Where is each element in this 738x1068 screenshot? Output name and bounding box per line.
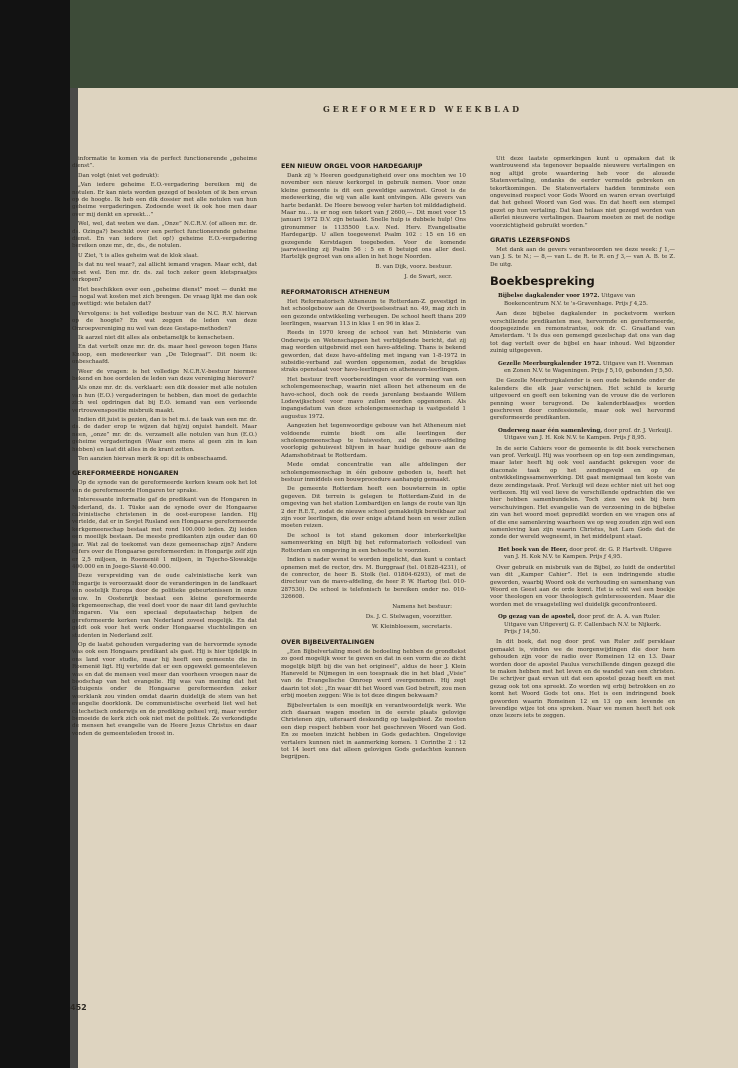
- section-heading: OVER BIJBELVERTALINGEN: [281, 637, 375, 646]
- paragraph: informatie te komen via de perfect functionerende „geheime dienst”.: [72, 156, 257, 170]
- paragraph: U Ziet, 't is alles geheim wat de klok slaat.: [78, 252, 199, 259]
- paragraph: Bijbelvertalen is een moeilijk en verantwoordelijk werk. Wie zich daaraan wagen moeten in de eerste plaats gelovige Christenen zijn, uiteraard deskundig op taalgebied. Ze moeten een diep respect hebben voor het geschreven Woord van God. En ze moeten inzicht hebben in Gods gedachten. Ongelovige vertalers kunnen niet in aanmerking komen. 1 Corinthe 2 : 12 tot 14 leert ons dat alleen gelovigen Gods gedachten kunnen begrijpen.: [281, 702, 466, 761]
- book-entry: [490, 293, 675, 308]
- column-middle: [281, 156, 466, 996]
- section-heading: EEN NIEUW ORGEL VOOR HARDEGARIJP: [281, 162, 423, 170]
- book-title: Bijbelse dagkalender voor 1972.: [498, 293, 600, 300]
- paragraph: Als onze mr. dr. ds. verklaart: een dik dossier met alle notulen van hun (E.O.) vergaderingen te hebben, dan moet de gedachte zich wel opdringen dat bij E.O. iemand van een verleende vertrouwenspositie misbruik maakt.: [72, 385, 257, 414]
- book-details: Uitgave van Boekencentrum N.V. te 's-Gravenhage. Prijs ƒ 4,25.: [504, 293, 648, 307]
- paragraph: De gemeente Rotterdam heeft een bouwterrein in optie gegeven. Dit terrein is gelegen te Rotterdam-Zuid in de omgeving van het station Lombardijen en langs de route van lijn 2 der R.E.T., zodat de nieuwe school gemakkelijk bereikbaar zal zijn voor leerlingen, die over enige afstand heen en weer zullen moeten reizen.: [281, 486, 466, 530]
- signature-line: Namens het bestuur:: [392, 603, 452, 610]
- paragraph: Mede omdat concentratie van alle afdelingen der scholengemeenschap in één gebouw geboden is, heeft het bestuur inmiddels een bouwprocedure aanhangig gemaakt.: [281, 462, 466, 484]
- page-header: GEREFORMEERD WEEKBLAD: [322, 104, 523, 114]
- paragraph: „Een Bijbelvertaling moet de bedoeling hebben de grondtekst zo goed mogelijk weer te geven en dat in een vorm die zo dicht mogelijk blijft bij die van het origineel”, aldus de heer J. Klein Haneveld te Nijmegen in een toespraak die in het blad „Visie” van de Evangelische Omroep werd overgenomen. Hij zegt daarin tot slot: „En waar dit het Woord van God betreft, zou men erbij moeten zeggen: Wie is tot deze dingen bekwaam?: [281, 648, 466, 700]
- paragraph: Aan deze bijbelse dagkalender in pocketvorm werken verschillende predikanten mee, hervormde en gereformeerde, doopsgezinde en remonstrantse, ook dr. C. Graafland van Amsterdam. 't Is dus een gemengd gezelschap dat ons van dag tot dag vertelt over de bijbel en haar inhoud. Wel bijzonder zuinig uitgegeven.: [490, 311, 675, 355]
- paragraph: De Gezelle Meerburgkalender is een oude bekende onder de kalenders die elk jaar verschijnen. Het schild is keurig uitgevoerd en geeft een tekening van de vrouw die de verloren penning weer terugvond. De kalenderblaadjes worden geschreven door confessionele, maar ook wel hervormd gereformeerde predikanten.: [490, 378, 675, 422]
- scan-background-band: [70, 0, 738, 88]
- paragraph: Ik aarzel niet dit alles als onbetamelijk te kenschetsen.: [78, 334, 235, 341]
- paragraph: Ten aanzien hiervan merk ik op: dit is onbeschaamd.: [78, 456, 228, 463]
- paragraph: En dat vertelt onze mr. dr. ds. maar heel gewoon tegen Hans Knoop, een medewerker van „De Telegraaf”. Dit noem ik: onbeschaafd.: [72, 344, 257, 366]
- signature-line: B. van Dijk, voorz. bestuur.: [375, 263, 452, 270]
- paragraph: Het beschikken over een „geheime dienst” moet — dunkt me — nogal wat kosten met zich brengen. De vraag lijkt me dan ook gewettigd: wie betalen dat?: [72, 286, 257, 308]
- signature-line: W. Kleinbloesem, secretaris.: [371, 624, 452, 631]
- paragraph: In de serie Cahiers voor de gemeente is dit boek verschenen van prof. Verkuijl. Hij was voorheen op en top een zendingsman, maar later heeft hij ook veel aandacht gekregen voor de diaconale taak op het zendingsveld en op de ontwikkelingssamenwerking. Dit gaat menigmaal ten koste van deze zendingstaak. Prof. Verkuijl wil deze echter niet uit het oog verliezen. Hij wil veel lieve de verschillende opdrachten die we hier hebben samenbundelen. Toch zien we ook bij hem verschuivingen. Het evangelie van de verzoening in de bijbelse zin van het woord moet gepredikt worden en we vragen ons af of die ene samenleving waarheen we op weg zouden zijn wel een samenleving kan zijn waarin Christus, het Lam Gods dat de zonde der wereld wegneemt, in het middelpunt staat.: [490, 445, 675, 541]
- book-title: Het boek van de Heer,: [498, 546, 568, 553]
- signature-line: Ds. J. C. Stelwagen, voorzitter.: [365, 613, 452, 620]
- paragraph: Op de synode van de gereformeerde kerken kwam ook het lot van de gereformeerde Hongaren ter sprake.: [72, 480, 257, 494]
- paragraph: Aangezien het tegenwoordige gebouw van het Atheneum niet voldoende ruimte biedt om alle leerlingen der scholengemeenschap te huisvesten, zal de mavo-afdeling voorlopig gehuisvest blijven in haar huidige gebouw aan de Adamshofstraat te Rotterdam.: [281, 423, 466, 459]
- page-number: 452: [70, 1003, 87, 1012]
- paragraph: De school is tot stand gekomen door interkerkelijke samenwerking en blijft bij het reformatorisch volksdeel van Rotterdam en omgeving in een behoefte te voorzien.: [281, 532, 466, 554]
- paragraph: Vervolgens: is het volledige bestuur van de N.C. R.V. hiervan op de hoogte? En wat zeggen de leden van deze Omroepvereniging nu wel van deze Gestapo-methoden?: [72, 310, 257, 332]
- book-details: door prof. dr. A. A. van Ruler. Uitgave van Uitgeverij G. F. Callenbach N.V. te Nijkerk. Prijs ƒ 14,50.: [504, 614, 662, 635]
- paragraph: Wel, wel, dat weten we dan. „Onze” N.C.R.V. (of alleen mr. dr. ds. Ozinga?) beschikt over een perfect functionerende geheime dienst. En van iedere (let op!) geheime E.O.-vergadering bereiken onze mr., dr., ds., de notulen.: [72, 221, 257, 250]
- book-details: door prof. dr. G. P. Hartvelt. Uitgave van J. H. Kok N.V. te Kampen. Prijs ƒ 4,95.: [504, 546, 672, 561]
- paragraph: Dank zij 's Heeren goedgunstigheid over ons mochten we 10 november een nieuw kerkorgel in gebruik nemen. Voor onze kleine gemeente is dit een geweldige aanwinst. Groot is de medewerking, die wij van alle kant ontvingen. Alle gevers van harte bedankt. De Heere bewoog veler harten tot milddadigheid. Maar nu… is er nog een tekort van ƒ 2600,—. Dit moet voor 15 januari 1972 D.V. zijn betaald. Snelle hulp is dubbele hulp! Ons gironummer is 1135500 t.a.v. Ned. Herv. Evangelisatie Hardegarijp. U allen toegewenst Psalm 102 : 15 en 16 en gezegende Kerstdagen toegebeden. Voor de komende jaarwisseling zij Psalm 56 : 5 en 6 betuigd ons aller deel. Hartelijk gegroet van ons allen in het hoge Noorden.: [281, 173, 466, 261]
- paragraph: Interessante informatie gaf de predikant van de Hongaren in Nederland, ds. I. Tüske aan de synode over de Hongaarse calvinistische christenen in de oost-europese landen. Hij vertelde, dat er in Sovjet Rusland een Hongaarse gereformeerde kerkgemeenschap bestaat met rond 100.000 leden. Zij leiden een moeilijk bestaan. De meeste predikanten zijn ouder dan 60 jaar. Wat zal de toekomst van deze gemeenschap zijn? Andere cijfers over de Hongaarse gereformeerden: in Hongarije zelf zijn er 2,5 miljoen, in Roemenië 1 miljoen, in Tsjecho-Slowakije 400.000 en in Joego-Slavië 40.000.: [72, 497, 257, 570]
- paragraph: Op de laatst gehouden vergadering van de hervormde synode was ook een Hongaars predikant als gast. Hij is hier tijdelijk in ons land voor studie, maar hij heeft een gemeente die in Roemenië ligt. Hij vertelde dat er een opgewekt gemeenteleven was en dat de mensen veel meer dan voorheen vroegen naar de boodschap van het evangelie. Hij was van mening dat het Getuigenis onder de Hongaarse gereformeerden zeker weerklank zou vinden omdat daarin duidelijk de stem van het evangelie doorklonk. De communistische overheid liet wel het catechetisch onderwijs en de prediking geheel vrij, maar verder bemoeide de kerk zich ook niet met de politiek. Ze verkondigde de mensen het evangelie van de Heere Jezus Christus en daar vonden de gemeenteleden troost in.: [72, 641, 257, 737]
- section-heading: GRATIS LEZERSFONDS: [490, 236, 571, 245]
- paragraph: Is dat nu wel waar?, zal allicht iemand vragen. Maar echt, dat moet wel. Een mr. dr. ds. zal toch zeker geen kletspraatjes verkopen?: [72, 262, 257, 284]
- paragraph: In dit boek, dat nog door prof. van Ruler zelf persklaar gemaakt is, vinden we de morgenwijdingen die door hem gehouden zijn voor de radio over Romeinen 12 en 13. Daar worden door de apostel Paulus verschillende dingen gezegd die te maken hebben met het leven en de wandel van een christen. De schrijver gaat ervan uit dat een apostel gezag heeft en met gezag ook tot ons spreekt. Zo worden wij erbij betrokken en zo komt het Woord Gods tot ons. Het is een indringend boek geworden waarin Romeinen 12 en 13 op een levende en levendige wijze tot ons spreken. Naar we menen heeft het ook onze lezers iets te zeggen.: [490, 639, 675, 720]
- signature-line: J. de Swart, secr.: [404, 274, 452, 281]
- paragraph: „Van iedere geheime E.O.-vergadering bereiken mij de notulen. Er kan niets worden gezegd of besloten of ik ben ervan op de hoogte. Ik heb een dik dossier met alle notulen van hun geheime vergaderingen. Zodoende weet ik ook hoe men daar over mij denkt en spreekt…”: [72, 182, 257, 218]
- paragraph: Over gebruik en misbruik van de Bijbel, zo luidt de ondertitel van dit „Kamper Cahier”. Het is een indringende studie geworden, waarbij Woord ook de verhouding en samenhang van Woord en Geest aan de orde komt. Het is echt wel een boekje voor theologen en voor theologisch geïnteresseerden. Maar die worden met de vraagstelling wel duidelijk geconfronteerd.: [490, 564, 675, 608]
- paragraph: Uit deze laatste opmerkingen kunt u opmaken dat ik wantrouwend sta tegenover bepaalde nieuwere vertalingen en nog altijd grote waardering heb voor de alouede Statenvertaling, ondanks de eerder vermelde gebreken en tekortkomingen. De Statenvertalers hadden tenminste een ongeveinsd respect voor Gods Woord en waren ervan overtuigd dat het geheel Woord van God was. En dat heeft een stempel gezet op hun vertaling. Dat kan helaas niet gezegd worden van allerlei nieuwere vertalingen. Daarom moeten ze met de nodige voorzichtigheid gebruikt worden.”: [490, 156, 675, 229]
- book-entry: [490, 361, 675, 376]
- book-details: door prof. dr. J. Verkuijl. Uitgave van J. H. Kok N.V. te Kampen. Prijs ƒ 8,95.: [504, 427, 672, 442]
- book-entry: [490, 428, 675, 443]
- paragraph: Weer de vragen: is het volledige N.C.R.V.-bestuur hiermee bekend en hoe oordelen de leden van deze vereniging hierover?: [72, 368, 257, 382]
- section-heading: REFORMATORISCH ATHENEUM: [281, 287, 390, 296]
- paragraph: Indien u nader wenst te worden ingelicht, dan kunt u contact opnemen met de rector, drs. M. Burggraaf (tel. 01828-4231), of de conrector, de heer B. Stolk (tel. 01804-6293), of met de directeur van de mavo-afdeling, de heer P. W. Hartog (tel. 010-287530). De school is telefonisch te bereiken onder no. 010-326608.: [281, 557, 466, 601]
- book-title: Onderweg naar één samenleving,: [498, 427, 603, 434]
- book-title: Gezelle Meerburgkalender 1972.: [498, 360, 602, 367]
- section-heading: GEREFORMEERDE HONGAREN: [72, 469, 179, 478]
- book-details: Uitgave van H. Veenman en Zonen N.V. te Wageningen. Prijs ƒ 5,10, gebonden ƒ 5,50.: [504, 360, 674, 374]
- paragraph: Indien dit juist is gezien, dan is het m.i. de taak van een mr. dr. ds. de dader erop te wijzen dat hij/zij onjuist handelt. Maar neen, „onze” mr. dr. ds. verzamelt alle notulen van hun (E.O.) geheime vergaderingen (Waar een mens al geen zin in kan hebben) en laat dit alles in de krant zetten.: [72, 417, 257, 453]
- book-title: Op gezag van de apostel,: [498, 614, 576, 621]
- review-section-title: Boekbespreking: [490, 274, 595, 289]
- paragraph: Deze verspreiding van de oude calvinistische kerk van Hongarije is veroorzaakt door de veranderingen in de landkaart van oostelijk Europa door de politieke gebeurtenissen in onze eeuw. In Oostenrijk bestaat een kleine gereformeerde kerkgemeenschap, die veel doet voor de naar dit land gevluchte Hongaren. Via een speciaal deputaatschap helpen de gereformeerde kerken van Nederland zoveel mogelijk. En dat geldt ook voor het werk onder Hongaarse vluchtelingen en studenten in Nederland zelf.: [72, 573, 257, 639]
- column-left: [72, 156, 257, 996]
- paragraph: Reeds in 1970 kreeg de school van het Ministerie van Onderwijs en Wetenschappen het verblijdende bericht, dat zij mag worden uitgebreid met een havo-afdeling. Thans is bekend geworden, dat deze havo-afdeling met ingang van 1-8-1972 in subsidie-verband zal worden opgenomen, zodat de brugklas straks openstaat voor havo-leerlingen en atheneum-leerlingen.: [281, 330, 466, 374]
- book-entry: [490, 547, 675, 562]
- paragraph: Het Reformatorisch Atheneum te Rotterdam-Z. gevestigd in het schoolgebouw aan de Overijsselsestraat no. 49, mag zich in een gezonde ontwikkeling verheugen. De school heeft thans 209 leerlingen, waarvan 113 in klas 1 en 96 in klas 2.: [281, 298, 466, 327]
- book-entry: [490, 614, 675, 636]
- paragraph: Het bestuur treft voorbereidingen voor de vorming van een scholengemeenschap, waarin niet alleen het atheneum en de havo-school, doch ook de reeds jarenlang bestaande Willem Lodewijkschool voor mavo zullen worden opgenomen. Als ingangsdatum van deze scholengemeenschap is vastgesteld 1 augustus 1972.: [281, 376, 466, 420]
- paragraph: Dan volgt (niet vet gedrukt):: [78, 172, 159, 179]
- paragraph: Met dank aan de gevers verantwoorden we deze week: ƒ 1,— van J. S. te N.; — 8,— van L. de R. te R. en ƒ 3,— van A. B. te Z. De uitg.: [490, 247, 675, 268]
- column-right: [490, 156, 675, 996]
